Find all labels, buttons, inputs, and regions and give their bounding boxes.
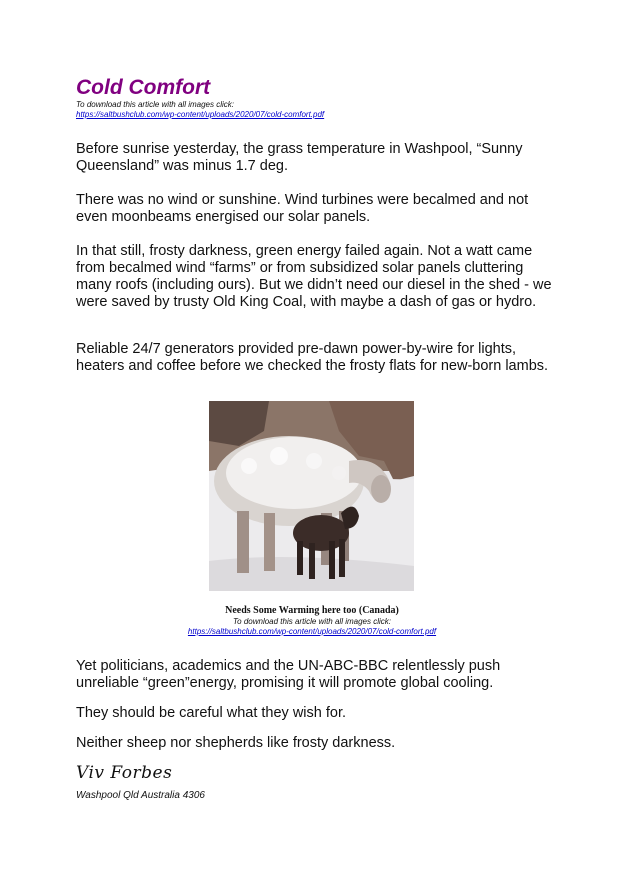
photo-illustration (209, 401, 414, 591)
paragraph-1: Before sunrise yesterday, the grass temperature in Washpool, “Sunny Queensland” was minus 1.7 deg. (76, 141, 523, 174)
download-note: To download this article with all images click: (76, 100, 234, 109)
author-address: Washpool Qld Australia 4306 (76, 790, 205, 801)
paragraph-5: Yet politicians, academics and the UN-ABC-BBC relentlessly push unreliable “green”energy, promising it will promote global cooling. (76, 658, 501, 691)
paragraph-3: In that still, frosty darkness, green energy failed again. Not a watt came from becalmed wind “farms” or from subsidized solar panels cluttering many roofs (including ours). But we didn’t need our diesel in the shed - we were saved by trusty Old King Coal, with maybe a dash of gas or hydro. (76, 243, 552, 310)
paragraph-6: They should be careful what they wish for. (76, 705, 347, 721)
paragraph-7: Neither sheep nor shepherds like frosty darkness. (76, 735, 396, 751)
author-signature: Viv Forbes (76, 763, 173, 783)
figure-caption-title: Needs Some Warming here too (Canada) (225, 605, 399, 616)
paragraph-2: There was no wind or sunshine. Wind turbines were becalmed and not even moonbeams energised our solar panels. (76, 192, 529, 225)
article-title: Cold Comfort (76, 76, 211, 99)
snowy-ewe-and-lamb-photo (209, 401, 414, 591)
figure-caption-note: To download this article with all images click: (233, 617, 391, 626)
paragraph-4: Reliable 24/7 generators provided pre-dawn power-by-wire for lights, heaters and coffee before we checked the frosty flats for new-born lambs. (76, 341, 549, 374)
download-link[interactable]: https://saltbushclub.com/wp-content/uploads/2020/07/cold-comfort.pdf (76, 110, 325, 119)
figure-caption-link[interactable]: https://saltbushclub.com/wp-content/uploads/2020/07/cold-comfort.pdf (187, 627, 437, 636)
